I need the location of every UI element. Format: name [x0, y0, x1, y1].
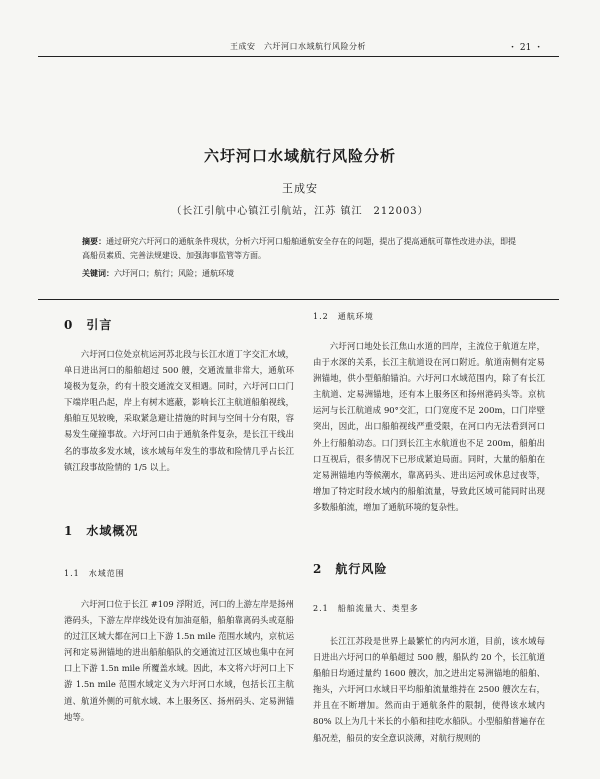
- running-header-title: 王成安 六圩河口水域航行风险分析: [230, 42, 366, 51]
- section-1-2-body: [313, 338, 545, 515]
- section-1-2-heading: 1.2 通航环境: [313, 312, 374, 321]
- keywords: [82, 266, 516, 281]
- running-header: [0, 40, 600, 54]
- abstract: [82, 234, 516, 263]
- section-1-heading: 1 水域概况: [64, 524, 139, 538]
- paragraph: 长江江苏段是世界上最繁忙的内河水道，目前，该水域每日进出六圩河口的单船超过 500 艘，船队约 20 个，长江航道船舶日均通过量约 1600 艘次，加之进出定易洲锚地的船舶、拖头，六圩河口水域日平均船舶流量维持在 2500 艘次左右，并且在不断增加。然而由于通航条件的限制，使得该水域内 80% 以上为几十米长的小船和挂吃水船队。小型船舶普遍存在船况差，船员的安全意识淡薄，对航行规则的: [313, 636, 545, 743]
- abstract-label: 摘要：: [82, 236, 107, 246]
- keywords-text: 六圩河口；航行；风险；通航环境: [114, 269, 234, 278]
- page-number: ・ 21 ・: [508, 43, 544, 53]
- author: 王成安: [282, 182, 318, 195]
- section-2-1-body: [313, 633, 545, 746]
- affiliation: （长江引航中心镇江引航站，江苏 镇江 212003）: [171, 206, 429, 217]
- section-0-body: [64, 346, 294, 475]
- paper-title: 六圩河口水域航行风险分析: [203, 147, 396, 165]
- section-1-1-heading: 1.1 水域范围: [64, 569, 125, 578]
- section-0-heading: 0 引言: [64, 318, 113, 332]
- paragraph: 六圩河口地处长江焦山水道的凹岸，主流位于航道左岸，由于水深的关系，长江主航道设在河口附近。航道南侧有定易洲锚地，供小型船舶锚泊。六圩河口水域范围内，除了有长江主航道、定易洲锚地，还有本上服务区和扬州港码头等。京杭运河与长江航道成 90°交汇，口门宽度不足 200m，口门岸壁突出，因此，出口船舶视线严重受限，在河口内无法看到河口外上行船舶动态。口门到长江主水航道也不足 200m，船舶出口互视后，很多情况下已形成紧迫局面。同时，大量的船舶在定易洲锚地内等候潮水，靠离码头、进出运河或休息过夜等，增加了特定时段水域内的船舶流量，导致此区域可能同时出现多数船舶流，增加了通航环境的复杂性。: [313, 341, 545, 512]
- section-2-heading: 2 航行风险: [313, 562, 388, 576]
- abstract-text: 通过研究六圩河口的通航条件现状，分析六圩河口船舶通航安全存在的问题，提出了提高通航可靠性改进办法，即提高船员素质、完善法规建设、加强海事监管等方面。: [82, 237, 517, 260]
- section-1-1-body: [64, 596, 294, 725]
- header-rule: [38, 56, 559, 57]
- paragraph: 六圩河口位处京杭运河苏北段与长江水道丁字交汇水域，单日进出河口的船舶超过 500 艘，交通流量非常大，通航环境极为复杂，约有十股交通流交叉相遇。同时，六圩河口口门下端岸咀凸起，岸上有树木遮蔽，影响长江主航道船舶视线，船舶互见较晚，采取紧急避让措施的时间与空间十分有限，容易发生碰撞事故。六圩河口由于通航条件复杂，是长江干线出名的事故多发水域，该水域每年发生的事故和险情几乎占长江镇江段事故险情的 1/5 以上。: [64, 349, 294, 472]
- paragraph: 六圩河口位于长江 #109 浮附近，河口的上游左岸是扬州港码头，下游左岸岸线处设有加油趸船，船舶靠离码头或趸船的过江区域大都在河口上下游 1.5n mile 范围水域内，京杭运河和定易洲锚地的进出船舶船队的交通流过江区域也集中在河口上下游 1.5n mile 所覆盖水域。因此，本文将六圩河口上下游 1.5n mile 范围水域定义为六圩河口水域，包括长江主航道、航道外侧的可航水域、本上服务区、扬州码头、定易洲锚地等。: [64, 599, 294, 722]
- abstract-rule: [38, 299, 559, 300]
- section-2-1-heading: 2.1 船舶流量大、类型多: [313, 604, 419, 613]
- keywords-label: 关键词：: [82, 268, 114, 278]
